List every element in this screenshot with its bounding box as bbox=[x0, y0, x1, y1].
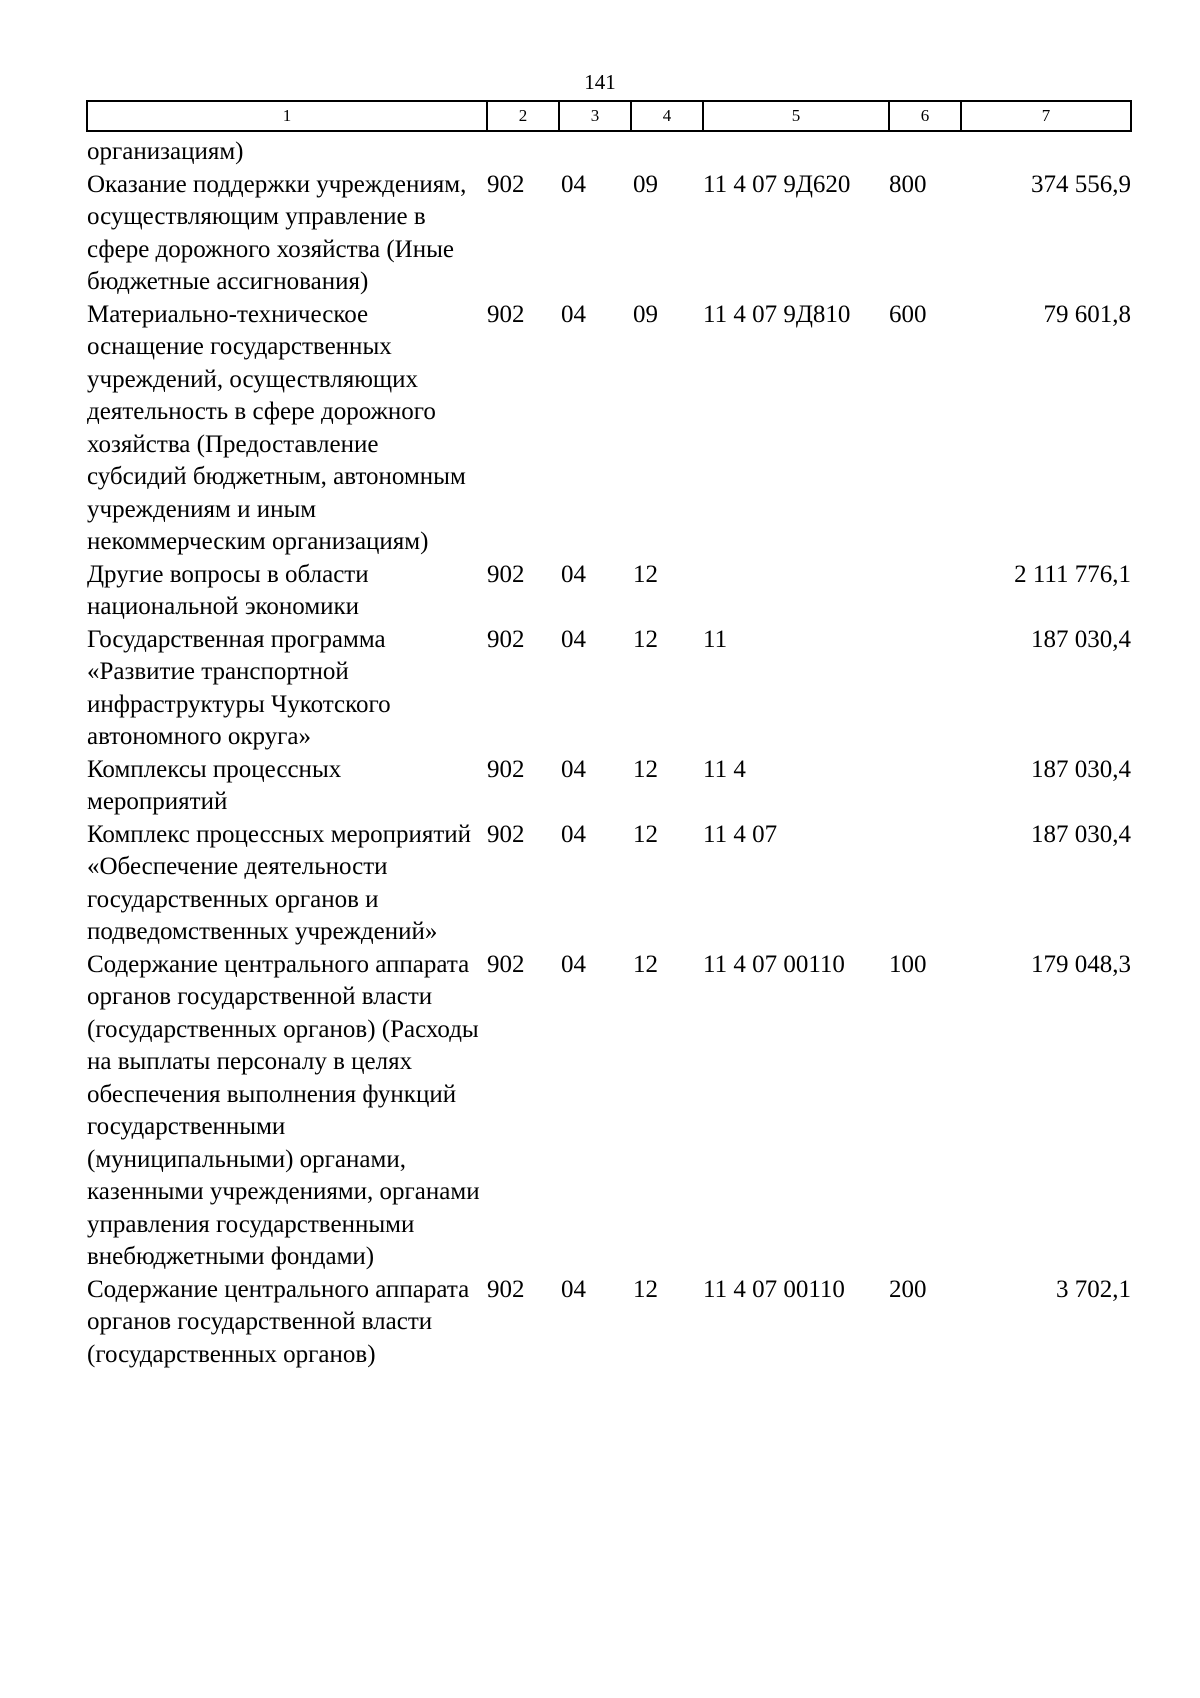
table-row bbox=[87, 131, 1131, 169]
row-name: Комплекс процессных мероприятий «Обеспечение деятельности государственных органов и подведомственных учреждений» bbox=[87, 820, 472, 945]
row-expense-type: 600 bbox=[889, 300, 927, 328]
table-row bbox=[87, 949, 1131, 1274]
row-name: Оказание поддержки учреждениям, осуществляющим управление в сфере дорожного хозяйства (Иные бюджетные ассигнования) bbox=[87, 170, 467, 295]
row-amount: 374 556,9 bbox=[1031, 170, 1131, 198]
row-amount: 179 048,3 bbox=[1031, 950, 1131, 978]
column-header-6: 6 bbox=[889, 101, 961, 131]
row-amount: 187 030,4 bbox=[1031, 820, 1131, 848]
row-name: Другие вопросы в области национальной экономики bbox=[87, 560, 369, 620]
row-name: организациям) bbox=[87, 138, 244, 165]
page-number: 141 bbox=[584, 70, 616, 94]
row-subsection-code bbox=[631, 131, 703, 169]
row-ministry-code: 902 bbox=[487, 625, 525, 653]
table-row bbox=[87, 819, 1131, 949]
table-body bbox=[87, 131, 1131, 1371]
row-target-article: 11 4 07 00110 bbox=[703, 950, 845, 978]
table-row bbox=[87, 559, 1131, 624]
row-amount: 187 030,4 bbox=[1031, 755, 1131, 783]
column-header-4: 4 bbox=[631, 101, 703, 131]
table-row bbox=[87, 299, 1131, 559]
row-section-code: 04 bbox=[561, 300, 586, 328]
row-ministry-code: 902 bbox=[487, 300, 525, 328]
row-target-article: 11 4 07 9Д810 bbox=[703, 300, 851, 328]
row-target-article: 11 4 bbox=[703, 755, 746, 783]
row-target-article: 11 bbox=[703, 625, 728, 653]
row-ministry-code bbox=[487, 131, 559, 169]
row-ministry-code: 902 bbox=[487, 170, 525, 198]
header-row bbox=[87, 101, 1131, 131]
row-section-code bbox=[559, 131, 631, 169]
column-header-5: 5 bbox=[703, 101, 889, 131]
table-row bbox=[87, 1274, 1131, 1372]
row-name: Материально-техническое оснащение государственных учреждений, осуществляющих деятельность в сфере дорожного хозяйства (Предоставление субсидий бюджетным, автономным учреждениям и иным некоммерческим организациям) bbox=[87, 300, 466, 555]
row-amount bbox=[961, 131, 1131, 169]
row-name: Содержание центрального аппарата органов государственной власти (государственных органов) bbox=[87, 1275, 470, 1368]
row-name: Государственная программа «Развитие транспортной инфраструктуры Чукотского автономного округа» bbox=[87, 625, 391, 750]
row-expense-type bbox=[889, 131, 961, 169]
row-section-code: 04 bbox=[561, 1275, 586, 1303]
row-subsection-code: 12 bbox=[633, 1275, 658, 1303]
row-amount: 2 111 776,1 bbox=[1014, 560, 1131, 588]
row-subsection-code: 09 bbox=[633, 170, 658, 198]
row-section-code: 04 bbox=[561, 950, 586, 978]
row-expense-type: 800 bbox=[889, 170, 927, 198]
row-ministry-code: 902 bbox=[487, 1275, 525, 1303]
row-expense-type: 200 bbox=[889, 1275, 927, 1303]
column-header-1: 1 bbox=[87, 101, 487, 131]
row-expense-type: 100 bbox=[889, 950, 927, 978]
row-target-article: 11 4 07 bbox=[703, 820, 778, 848]
row-amount: 79 601,8 bbox=[1043, 300, 1131, 328]
table-row bbox=[87, 624, 1131, 754]
row-amount: 187 030,4 bbox=[1031, 625, 1131, 653]
row-section-code: 04 bbox=[561, 755, 586, 783]
row-expense-type bbox=[889, 624, 961, 754]
row-ministry-code: 902 bbox=[487, 820, 525, 848]
row-target-article: 11 4 07 00110 bbox=[703, 1275, 845, 1303]
row-subsection-code: 12 bbox=[633, 950, 658, 978]
row-ministry-code: 902 bbox=[487, 950, 525, 978]
table-row bbox=[87, 754, 1131, 819]
budget-table bbox=[86, 100, 1132, 1371]
row-section-code: 04 bbox=[561, 560, 586, 588]
row-subsection-code: 12 bbox=[633, 820, 658, 848]
row-ministry-code: 902 bbox=[487, 755, 525, 783]
row-expense-type bbox=[889, 559, 961, 624]
table-row bbox=[87, 169, 1131, 299]
row-name: Комплексы процессных мероприятий bbox=[87, 755, 342, 815]
row-section-code: 04 bbox=[561, 625, 586, 653]
column-header-7: 7 bbox=[961, 101, 1131, 131]
row-section-code: 04 bbox=[561, 170, 586, 198]
row-subsection-code: 12 bbox=[633, 755, 658, 783]
row-section-code: 04 bbox=[561, 820, 586, 848]
column-header-2: 2 bbox=[487, 101, 559, 131]
row-target-article bbox=[703, 131, 889, 169]
row-target-article: 11 4 07 9Д620 bbox=[703, 170, 851, 198]
row-subsection-code: 12 bbox=[633, 625, 658, 653]
row-expense-type bbox=[889, 754, 961, 819]
row-expense-type bbox=[889, 819, 961, 949]
row-name: Содержание центрального аппарата органов государственной власти (государственных органов) (Расходы на выплаты персоналу в целях обеспечения выполнения функций государственными (муниципальными) органами, казенными учреждениями, органами управления государственными внебюджетными фондами) bbox=[87, 950, 480, 1270]
table-header bbox=[87, 101, 1131, 131]
column-header-3: 3 bbox=[559, 101, 631, 131]
row-target-article bbox=[703, 559, 889, 624]
row-subsection-code: 12 bbox=[633, 560, 658, 588]
row-subsection-code: 09 bbox=[633, 300, 658, 328]
row-amount: 3 702,1 bbox=[1056, 1275, 1131, 1303]
row-ministry-code: 902 bbox=[487, 560, 525, 588]
